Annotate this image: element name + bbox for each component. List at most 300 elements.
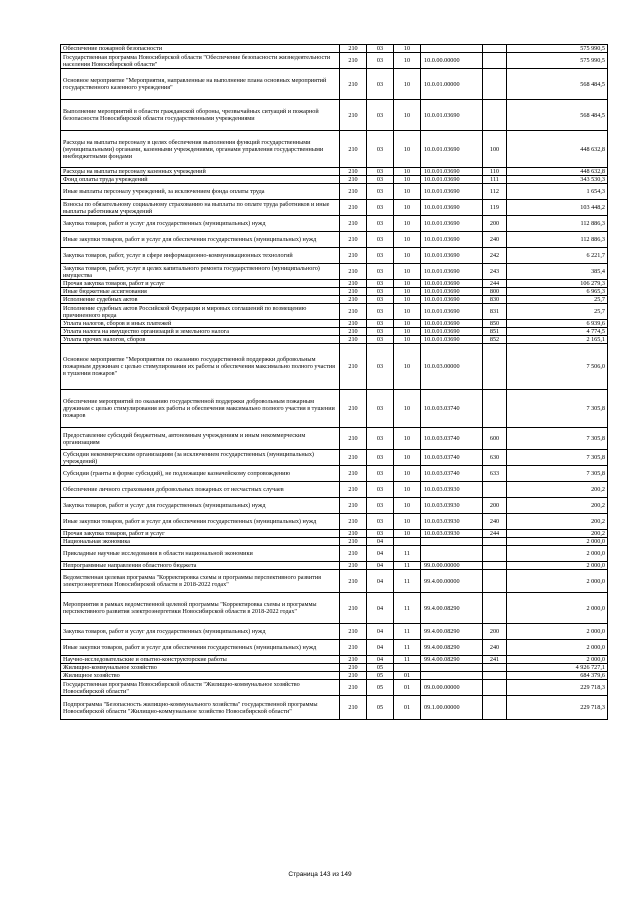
row-rz: 03: [367, 530, 394, 538]
row-name: Жилищно-коммунальное хозяйство: [61, 664, 340, 672]
row-csr: 10.0.03.03740: [421, 428, 483, 450]
row-ved: 210: [340, 280, 367, 288]
row-name: Иные бюджетные ассигнования: [61, 288, 340, 296]
row-vr: 100: [483, 131, 507, 168]
row-vr: [483, 562, 507, 570]
row-csr: 10.0.01.00000: [421, 69, 483, 100]
row-name: Мероприятия в рамках ведомственной целевой программы "Корректировка схемы и программы перспективного развития электроэнергетики Новосибирской области в 2018-2022 годах": [61, 593, 340, 624]
row-name: Государственная программа Новосибирской области "Обеспечение безопасности жизнедеятельности населения Новосибирской области": [61, 53, 340, 69]
row-csr: 09.1.00.00000: [421, 696, 483, 720]
row-name: Прикладные научные исследования в области национальной экономики: [61, 546, 340, 562]
table-row: [61, 53, 608, 69]
row-name: Непрограммные направления областного бюджета: [61, 562, 340, 570]
row-rz: 04: [367, 640, 394, 656]
table-row: [61, 280, 608, 288]
row-rz: 04: [367, 570, 394, 593]
row-pr: 10: [394, 184, 421, 200]
table-row: [61, 450, 608, 466]
row-pr: 11: [394, 624, 421, 640]
row-ved: 210: [340, 232, 367, 248]
row-csr: 10.0.03.03930: [421, 514, 483, 530]
row-vr: [483, 570, 507, 593]
row-vr: 112: [483, 184, 507, 200]
row-sum: 385,4: [507, 264, 608, 280]
row-name: Ведомственная целевая программа "Корректировка схемы и программы перспективного развития электроэнергетики Новосибирской области в 2018-2022 годах": [61, 570, 340, 593]
row-vr: [483, 664, 507, 672]
table-row: [61, 428, 608, 450]
row-pr: 10: [394, 344, 421, 390]
table-row: [61, 131, 608, 168]
row-name: Подпрограмма "Безопасность жилищно-коммунального хозяйства" государственной программы Новосибирской области "Жилищно-коммунальное хозяйство Новосибирской области": [61, 696, 340, 720]
row-sum: 229 718,3: [507, 680, 608, 696]
row-name: Жилищное хозяйство: [61, 672, 340, 680]
row-sum: 684 379,6: [507, 672, 608, 680]
row-sum: 2 000,0: [507, 656, 608, 664]
row-name: Закупка товаров, работ и услуг для государственных (муниципальных) нужд: [61, 624, 340, 640]
row-pr: 11: [394, 546, 421, 562]
row-ved: 210: [340, 216, 367, 232]
row-vr: [483, 546, 507, 562]
row-sum: 7 305,8: [507, 428, 608, 450]
row-pr: 01: [394, 696, 421, 720]
row-csr: 10.0.01.03690: [421, 168, 483, 176]
row-vr: [483, 672, 507, 680]
row-pr: 10: [394, 53, 421, 69]
row-vr: [483, 69, 507, 100]
row-pr: 10: [394, 466, 421, 482]
row-vr: [483, 390, 507, 428]
row-sum: 200,2: [507, 482, 608, 498]
row-pr: 11: [394, 593, 421, 624]
table-row: [61, 168, 608, 176]
table-row: [61, 320, 608, 328]
row-csr: [421, 546, 483, 562]
row-ved: 210: [340, 168, 367, 176]
row-rz: 05: [367, 680, 394, 696]
row-ved: 210: [340, 100, 367, 131]
row-name: Уплата прочих налогов, сборов: [61, 336, 340, 344]
row-ved: 210: [340, 696, 367, 720]
row-vr: [483, 344, 507, 390]
row-ved: 210: [340, 344, 367, 390]
row-rz: 03: [367, 216, 394, 232]
row-sum: 2 000,0: [507, 538, 608, 546]
row-name: Государственная программа Новосибирской области "Жилищно-коммунальное хозяйство Новосибирской области": [61, 680, 340, 696]
row-csr: 10.0.01.03690: [421, 184, 483, 200]
row-name: Обеспечение личного страхования добровольных пожарных от несчастных случаев: [61, 482, 340, 498]
row-vr: 851: [483, 328, 507, 336]
row-rz: 03: [367, 344, 394, 390]
row-vr: 200: [483, 624, 507, 640]
row-ved: 210: [340, 320, 367, 328]
row-pr: 10: [394, 280, 421, 288]
table-row: [61, 344, 608, 390]
row-sum: 229 718,3: [507, 696, 608, 720]
row-name: Субсидии (гранты в форме субсидий), не подлежащие казначейскому сопровождению: [61, 466, 340, 482]
budget-table-body: [61, 45, 608, 720]
row-rz: 03: [367, 336, 394, 344]
table-row: [61, 466, 608, 482]
row-ved: 210: [340, 248, 367, 264]
row-csr: 99.4.00.08290: [421, 624, 483, 640]
row-ved: 210: [340, 200, 367, 216]
row-sum: 7 506,0: [507, 344, 608, 390]
table-row: [61, 176, 608, 184]
row-sum: 2 000,0: [507, 624, 608, 640]
row-csr: [421, 664, 483, 672]
row-ved: 210: [340, 514, 367, 530]
row-vr: 240: [483, 640, 507, 656]
row-vr: 831: [483, 304, 507, 320]
row-rz: 04: [367, 593, 394, 624]
table-row: [61, 664, 608, 672]
row-rz: 03: [367, 45, 394, 53]
row-sum: 1 654,3: [507, 184, 608, 200]
row-ved: 210: [340, 53, 367, 69]
row-ved: 210: [340, 672, 367, 680]
table-row: [61, 538, 608, 546]
row-rz: 05: [367, 672, 394, 680]
table-row: [61, 336, 608, 344]
row-pr: 10: [394, 216, 421, 232]
row-pr: 10: [394, 498, 421, 514]
row-ved: 210: [340, 336, 367, 344]
row-sum: 568 484,5: [507, 69, 608, 100]
row-rz: 03: [367, 264, 394, 280]
table-row: [61, 498, 608, 514]
row-vr: 110: [483, 168, 507, 176]
row-pr: 10: [394, 232, 421, 248]
row-sum: 2 000,0: [507, 640, 608, 656]
row-vr: [483, 53, 507, 69]
row-rz: 03: [367, 53, 394, 69]
row-rz: 03: [367, 200, 394, 216]
row-vr: 111: [483, 176, 507, 184]
row-pr: 10: [394, 320, 421, 328]
row-sum: 7 305,8: [507, 390, 608, 428]
row-ved: 210: [340, 296, 367, 304]
row-csr: 10.0.03.03930: [421, 530, 483, 538]
row-pr: 10: [394, 200, 421, 216]
row-pr: [394, 664, 421, 672]
row-csr: 10.0.01.03690: [421, 288, 483, 296]
row-name: Прочая закупка товаров, работ и услуг: [61, 280, 340, 288]
row-rz: 03: [367, 390, 394, 428]
row-csr: 99.0.00.00000: [421, 562, 483, 570]
row-rz: 03: [367, 466, 394, 482]
row-vr: 240: [483, 232, 507, 248]
row-pr: [394, 538, 421, 546]
row-rz: 05: [367, 664, 394, 672]
row-sum: 106 279,3: [507, 280, 608, 288]
row-rz: 03: [367, 168, 394, 176]
row-rz: 03: [367, 288, 394, 296]
row-pr: 10: [394, 328, 421, 336]
row-pr: 01: [394, 672, 421, 680]
row-csr: 10.0.01.03690: [421, 100, 483, 131]
row-name: Взносы по обязательному социальному страхованию на выплаты по оплате труда работников и иные выплаты работникам учреждений: [61, 200, 340, 216]
row-rz: 03: [367, 232, 394, 248]
row-pr: 01: [394, 680, 421, 696]
row-sum: 2 000,0: [507, 562, 608, 570]
row-vr: [483, 696, 507, 720]
row-ved: 210: [340, 184, 367, 200]
row-csr: 10.0.01.03690: [421, 280, 483, 288]
row-ved: 210: [340, 176, 367, 184]
table-row: [61, 546, 608, 562]
row-ved: 210: [340, 450, 367, 466]
row-csr: 10.0.01.03690: [421, 131, 483, 168]
row-pr: 11: [394, 656, 421, 664]
row-pr: 10: [394, 288, 421, 296]
row-vr: 241: [483, 656, 507, 664]
row-sum: 4 774,5: [507, 328, 608, 336]
row-pr: 10: [394, 296, 421, 304]
row-csr: 10.0.03.03930: [421, 482, 483, 498]
row-csr: [421, 672, 483, 680]
row-csr: 10.0.01.03690: [421, 176, 483, 184]
row-pr: 10: [394, 248, 421, 264]
row-sum: 343 530,3: [507, 176, 608, 184]
row-rz: 03: [367, 428, 394, 450]
row-pr: 11: [394, 570, 421, 593]
table-row: [61, 304, 608, 320]
row-sum: 7 305,8: [507, 450, 608, 466]
row-ved: 210: [340, 640, 367, 656]
row-vr: 850: [483, 320, 507, 328]
table-row: [61, 69, 608, 100]
row-pr: 10: [394, 336, 421, 344]
row-name: Закупка товаров, работ, услуг в целях капитального ремонта государственного (муниципального) имущества: [61, 264, 340, 280]
row-sum: 448 632,8: [507, 131, 608, 168]
row-sum: 200,2: [507, 498, 608, 514]
table-row: [61, 570, 608, 593]
row-vr: 200: [483, 216, 507, 232]
row-ved: 210: [340, 482, 367, 498]
row-name: Иные закупки товаров, работ и услуг для обеспечения государственных (муниципальных) нужд: [61, 640, 340, 656]
row-csr: 10.0.01.03690: [421, 304, 483, 320]
row-pr: 11: [394, 640, 421, 656]
table-row: [61, 100, 608, 131]
row-csr: 10.0.03.03740: [421, 450, 483, 466]
row-csr: 10.0.01.03690: [421, 320, 483, 328]
row-ved: 210: [340, 69, 367, 100]
row-ved: 210: [340, 131, 367, 168]
table-row: [61, 328, 608, 336]
row-rz: 04: [367, 546, 394, 562]
row-name: Уплата налогов, сборов и иных платежей: [61, 320, 340, 328]
row-ved: 210: [340, 562, 367, 570]
row-csr: 10.0.01.03690: [421, 296, 483, 304]
row-pr: 10: [394, 69, 421, 100]
table-row: [61, 288, 608, 296]
row-sum: 575 990,5: [507, 53, 608, 69]
row-vr: [483, 538, 507, 546]
row-pr: 10: [394, 482, 421, 498]
row-pr: 10: [394, 428, 421, 450]
row-sum: 6 939,6: [507, 320, 608, 328]
row-ved: 210: [340, 680, 367, 696]
row-pr: 10: [394, 168, 421, 176]
row-name: Закупка товаров, работ и услуг для государственных (муниципальных) нужд: [61, 216, 340, 232]
row-ved: 210: [340, 530, 367, 538]
row-vr: 119: [483, 200, 507, 216]
row-rz: 03: [367, 514, 394, 530]
row-vr: [483, 100, 507, 131]
table-row: [61, 680, 608, 696]
row-sum: 25,7: [507, 304, 608, 320]
row-pr: 10: [394, 100, 421, 131]
row-name: Иные выплаты персоналу учреждений, за исключением фонда оплаты труда: [61, 184, 340, 200]
table-row: [61, 232, 608, 248]
row-sum: 568 484,5: [507, 100, 608, 131]
row-sum: 200,2: [507, 514, 608, 530]
table-row: [61, 248, 608, 264]
row-csr: [421, 45, 483, 53]
row-name: Предоставление субсидий бюджетным, автономным учреждениям и иным некоммерческим организациям: [61, 428, 340, 450]
row-csr: 10.0.00.00000: [421, 53, 483, 69]
row-ved: 210: [340, 498, 367, 514]
row-ved: 210: [340, 304, 367, 320]
row-rz: 04: [367, 624, 394, 640]
row-rz: 04: [367, 538, 394, 546]
row-pr: 10: [394, 390, 421, 428]
budget-table: [60, 44, 608, 720]
row-vr: 852: [483, 336, 507, 344]
row-sum: 6 965,3: [507, 288, 608, 296]
table-row: [61, 624, 608, 640]
row-vr: 830: [483, 296, 507, 304]
row-name: Обеспечение пожарной безопасности: [61, 45, 340, 53]
table-row: [61, 640, 608, 656]
row-rz: 03: [367, 69, 394, 100]
row-name: Иные закупки товаров, работ и услуг для обеспечения государственных (муниципальных) нужд: [61, 514, 340, 530]
row-csr: 10.0.03.03740: [421, 466, 483, 482]
row-sum: 7 305,8: [507, 466, 608, 482]
row-name: Расходы на выплаты персоналу казенных учреждений: [61, 168, 340, 176]
row-csr: 99.4.00.08290: [421, 640, 483, 656]
row-vr: [483, 482, 507, 498]
row-csr: 99.4.00.08290: [421, 656, 483, 664]
row-rz: 03: [367, 184, 394, 200]
row-sum: 25,7: [507, 296, 608, 304]
row-csr: 10.0.01.03690: [421, 248, 483, 264]
row-csr: 10.0.01.03690: [421, 336, 483, 344]
row-csr: 10.0.01.03690: [421, 200, 483, 216]
row-name: Основное мероприятие "Мероприятия по оказанию государственной поддержки добровольным пожарным дружинам с целью стимулирования их работы и обеспечения максимально полного участия в тушении пожаров": [61, 344, 340, 390]
table-row: [61, 296, 608, 304]
row-ved: 210: [340, 328, 367, 336]
row-ved: 210: [340, 538, 367, 546]
row-name: Закупка товаров, работ, услуг в сфере информационно-коммуникационных технологий: [61, 248, 340, 264]
row-csr: 10.0.01.03690: [421, 264, 483, 280]
row-sum: 103 448,2: [507, 200, 608, 216]
row-csr: 10.0.03.00000: [421, 344, 483, 390]
row-name: Уплата налога на имущество организаций и земельного налога: [61, 328, 340, 336]
row-vr: [483, 593, 507, 624]
row-vr: 630: [483, 450, 507, 466]
row-vr: 200: [483, 498, 507, 514]
row-rz: 03: [367, 304, 394, 320]
row-rz: 04: [367, 656, 394, 664]
row-rz: 04: [367, 562, 394, 570]
row-rz: 03: [367, 482, 394, 498]
row-name: Расходы на выплаты персоналу в целях обеспечения выполнения функций государственными (муниципальными) органами, казенными учреждениями, органами управления государственными внебюджетными фондами: [61, 131, 340, 168]
row-vr: 244: [483, 530, 507, 538]
row-vr: 243: [483, 264, 507, 280]
row-sum: 575 990,5: [507, 45, 608, 53]
row-name: Субсидии некоммерческим организациям (за исключением государственных (муниципальных) учреждений): [61, 450, 340, 466]
table-row: [61, 696, 608, 720]
row-csr: 10.0.01.03690: [421, 328, 483, 336]
row-rz: 03: [367, 296, 394, 304]
row-rz: 03: [367, 248, 394, 264]
table-row: [61, 184, 608, 200]
row-vr: 600: [483, 428, 507, 450]
table-row: [61, 45, 608, 53]
row-ved: 210: [340, 624, 367, 640]
row-rz: 03: [367, 176, 394, 184]
row-vr: 242: [483, 248, 507, 264]
row-sum: 448 632,8: [507, 168, 608, 176]
row-vr: [483, 45, 507, 53]
row-sum: 2 000,0: [507, 593, 608, 624]
row-pr: 11: [394, 562, 421, 570]
row-name: Фонд оплаты труда учреждений: [61, 176, 340, 184]
row-pr: 10: [394, 45, 421, 53]
table-row: [61, 482, 608, 498]
row-csr: 99.4.00.00000: [421, 570, 483, 593]
row-name: Исполнение судебных актов: [61, 296, 340, 304]
row-ved: 210: [340, 546, 367, 562]
row-pr: 10: [394, 264, 421, 280]
row-name: Выполнение мероприятий в области гражданской обороны, чрезвычайных ситуаций и пожарной безопасности Новосибирской области государственными учреждениями: [61, 100, 340, 131]
row-sum: 2 000,0: [507, 546, 608, 562]
row-csr: 10.0.01.03690: [421, 216, 483, 232]
row-sum: 112 886,3: [507, 232, 608, 248]
row-pr: 10: [394, 530, 421, 538]
row-ved: 210: [340, 664, 367, 672]
row-sum: 2 000,0: [507, 570, 608, 593]
row-name: Иные закупки товаров, работ и услуг для обеспечения государственных (муниципальных) нужд: [61, 232, 340, 248]
row-rz: 03: [367, 320, 394, 328]
row-csr: 99.4.00.08290: [421, 593, 483, 624]
row-vr: 800: [483, 288, 507, 296]
table-row: [61, 514, 608, 530]
row-name: Обеспечение мероприятий по оказанию государственной поддержки добровольным пожарным дружинам с целью стимулирования их работы и обеспечения максимально полного участия в тушении пожаров: [61, 390, 340, 428]
row-rz: 03: [367, 498, 394, 514]
row-rz: 03: [367, 100, 394, 131]
row-csr: 10.0.03.03930: [421, 498, 483, 514]
row-rz: 03: [367, 450, 394, 466]
table-row: [61, 593, 608, 624]
row-sum: 200,2: [507, 530, 608, 538]
row-pr: 10: [394, 176, 421, 184]
row-rz: 03: [367, 280, 394, 288]
table-row: [61, 264, 608, 280]
row-csr: 10.0.01.03690: [421, 232, 483, 248]
row-name: Национальная экономика: [61, 538, 340, 546]
table-row: [61, 390, 608, 428]
row-rz: 03: [367, 131, 394, 168]
row-ved: 210: [340, 428, 367, 450]
row-pr: 10: [394, 450, 421, 466]
row-csr: 10.0.03.03740: [421, 390, 483, 428]
row-name: Основное мероприятие "Мероприятия, направленные на выполнение плана основных мероприятий государственного казенного учреждения": [61, 69, 340, 100]
row-name: Закупка товаров, работ и услуг для государственных (муниципальных) нужд: [61, 498, 340, 514]
row-csr: [421, 538, 483, 546]
row-pr: 10: [394, 304, 421, 320]
